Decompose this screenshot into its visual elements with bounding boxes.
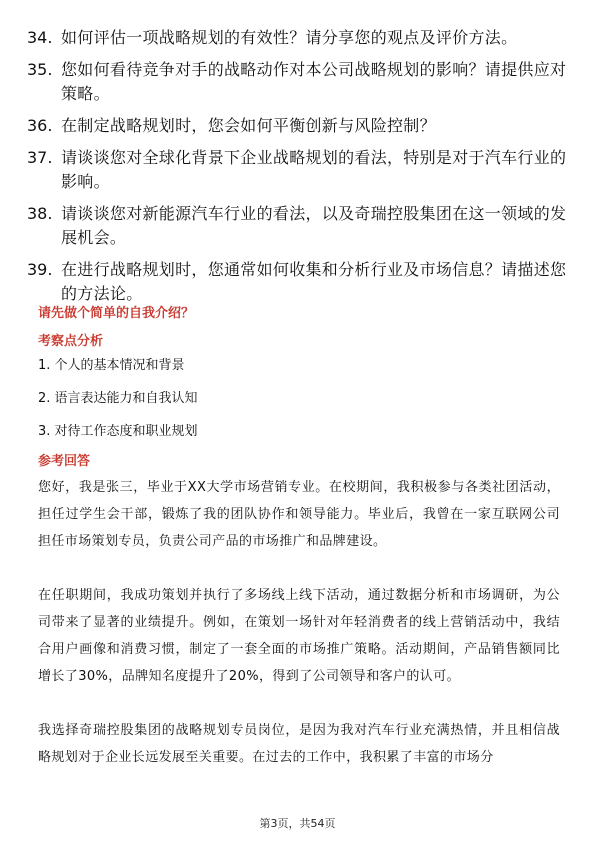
question-number: 36. bbox=[27, 116, 53, 135]
question-item bbox=[27, 146, 567, 194]
answer-paragraph: 您好，我是张三，毕业于XX大学市场营销专业。在校期间，我积极参与各类社团活动，担任过学生会干部，锻炼了我的团队协作和领导能力。毕业后，我曾在一家互联网公司担任市场策划专员，负责公司产品的市场推广和品牌建设。 bbox=[38, 480, 560, 549]
analysis-point: 3. 对待工作态度和职业规划 bbox=[38, 424, 198, 439]
question-text: 在制定战略规划时，您会如何平衡创新与风险控制？ bbox=[61, 116, 436, 135]
page-footer: 第3页，共54页 bbox=[259, 817, 336, 830]
question-number: 39. bbox=[27, 260, 53, 279]
section-title: 请先做个简单的自我介绍？ bbox=[38, 306, 195, 321]
question-text: 您如何看待竞争对手的战略动作对本公司战略规划的影响？请提供应对策略。 bbox=[61, 60, 567, 103]
analysis-points bbox=[38, 356, 558, 455]
question-item bbox=[27, 58, 567, 106]
question-number: 38. bbox=[27, 204, 53, 223]
question-number: 35. bbox=[27, 60, 53, 79]
question-number: 37. bbox=[27, 148, 53, 167]
question-text: 在进行战略规划时，您通常如何收集和分析行业及市场信息？请描述您的方法论。 bbox=[61, 260, 567, 303]
question-item bbox=[27, 114, 567, 138]
question-text: 如何评估一项战略规划的有效性？请分享您的观点及评价方法。 bbox=[61, 28, 518, 47]
question-text: 请谈谈您对新能源汽车行业的看法，以及奇瑞控股集团在这一领域的发展机会。 bbox=[61, 204, 567, 247]
question-list bbox=[27, 26, 567, 314]
question-number: 34. bbox=[27, 28, 53, 47]
question-text: 请谈谈您对全球化背景下企业战略规划的看法，特别是对于汽车行业的影响。 bbox=[61, 148, 567, 191]
answer-paragraph: 我选择奇瑞控股集团的战略规划专员岗位，是因为我对汽车行业充满热情，并且相信战略规划对于企业长远发展至关重要。在过去的工作中，我积累了丰富的市场分 bbox=[38, 723, 560, 765]
answer-title: 参考回答 bbox=[38, 454, 91, 469]
analysis-point: 2. 语言表达能力和自我认知 bbox=[38, 391, 198, 406]
answer-body bbox=[38, 474, 560, 798]
question-item bbox=[27, 202, 567, 250]
question-item bbox=[27, 26, 567, 50]
answer-paragraph: 在任职期间，我成功策划并执行了多场线上线下活动，通过数据分析和市场调研，为公司带来了显著的业绩提升。例如，在策划一场针对年轻消费者的线上营销活动中，我结合用户画像和消费习惯，制定了一套全面的市场推广策略。活动期间，产品销售额同比增长了30%，品牌知名度提升了20%，得到了公司领导和客户的认可。 bbox=[38, 588, 560, 684]
analysis-point: 1. 个人的基本情况和背景 bbox=[38, 358, 185, 373]
question-item bbox=[27, 258, 567, 306]
analysis-title: 考察点分析 bbox=[38, 334, 104, 349]
